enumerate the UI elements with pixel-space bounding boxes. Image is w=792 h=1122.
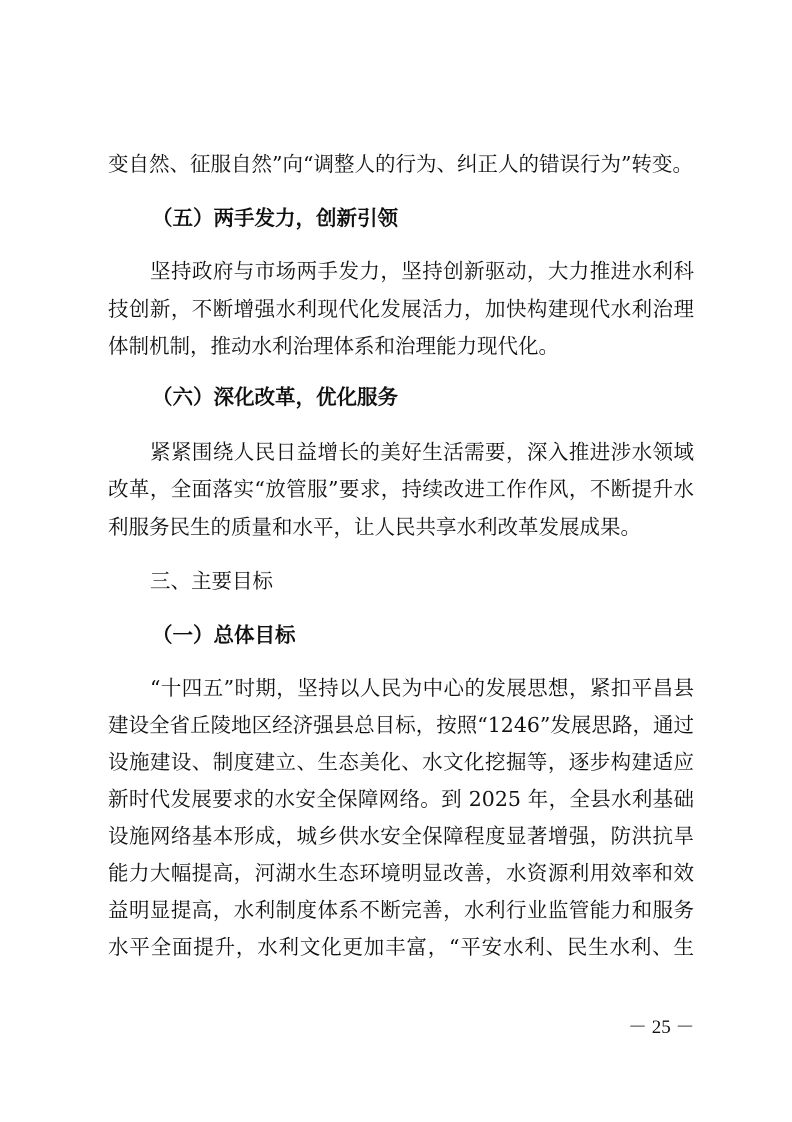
paragraph-line: 设施网络基本形成，城乡供水安全保障程度显著增强，防洪抗旱: [108, 824, 694, 848]
paragraph-line: 新时代发展要求的水安全保障网络。到 2025 年，全县水利基础: [108, 787, 694, 811]
subheading-overall-goal: （一）总体目标: [152, 623, 296, 647]
paragraph-line: 坚持政府与市场两手发力，坚持创新驱动，大力推进水利科: [150, 259, 694, 283]
paragraph-line: 紧紧围绕人民日益增长的美好生活需要，深入推进涉水领域: [150, 440, 694, 464]
paragraph-line: 技创新，不断增强水利现代化发展活力，加快构建现代水利治理: [108, 297, 694, 321]
paragraph-line: 水平全面提升，水利文化更加丰富，“平安水利、民生水利、生: [108, 935, 694, 959]
paragraph-line: 能力大幅提高，河湖水生态环境明显改善，水资源利用效率和效: [108, 861, 694, 885]
paragraph-line: 变自然、征服自然”向“调整人的行为、纠正人的错误行为”转变。: [108, 152, 693, 176]
paragraph-line: 利服务民生的质量和水平，让人民共享水利改革发展成果。: [108, 515, 641, 539]
page-number: － 25 －: [628, 1017, 695, 1038]
subheading-six: （六）深化改革，优化服务: [152, 385, 398, 409]
paragraph-line: “十四五”时期，坚持以人民为中心的发展思想，紧扣平昌县: [150, 676, 694, 700]
paragraph-line: 益明显提高，水利制度体系不断完善，水利行业监管能力和服务: [108, 898, 694, 922]
paragraph-line: 设施建设、制度建立、生态美化、水文化挖掘等，逐步构建适应: [108, 750, 694, 774]
paragraph-line: 改革，全面落实“放管服”要求，持续改进工作作风，不断提升水: [108, 477, 694, 501]
section-heading: 三、主要目标: [150, 569, 273, 593]
paragraph-line: 体制机制，推动水利治理体系和治理能力现代化。: [108, 334, 559, 358]
subheading-five: （五）两手发力，创新引领: [152, 206, 398, 230]
paragraph-line: 建设全省丘陵地区经济强县总目标，按照“1246”发展思路，通过: [108, 713, 694, 737]
